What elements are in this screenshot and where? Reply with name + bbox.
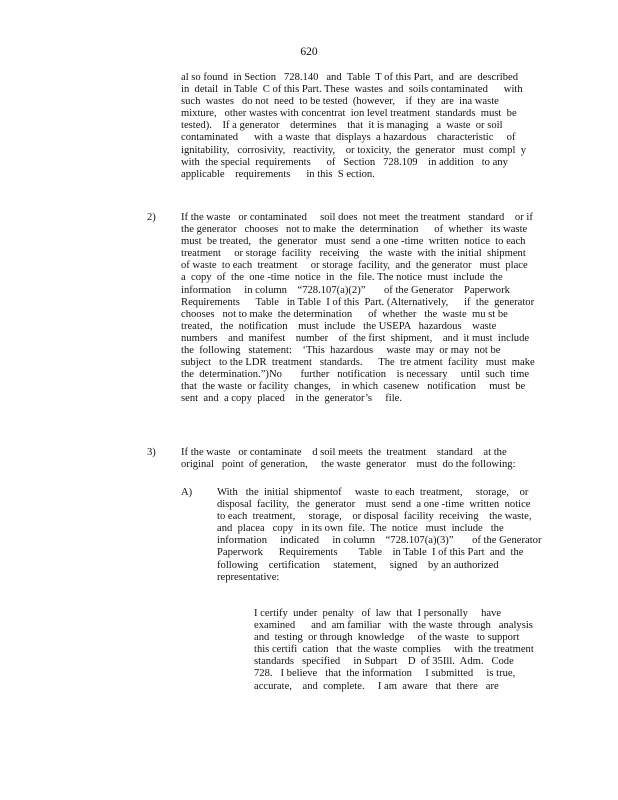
text-line: information in column “728.107(a)(2)” of the Generator Paperwork: [181, 284, 510, 296]
text-line: tested). If a generator determines that it is managing a waste or soil: [181, 120, 503, 132]
text-line: treated, the notification must include the USEPA hazardous waste: [181, 320, 497, 332]
text-line: 728. I believe that the information I submitted is true,: [254, 668, 516, 680]
text-line: and testing or through knowledge of the waste to support: [254, 632, 520, 644]
text-line: the following statement: ‘This hazardous waste may or may not be: [181, 345, 501, 357]
certification-quote: [254, 608, 534, 693]
text-line: If the waste or contaminated soil does not meet the treatment standard or if: [181, 212, 533, 223]
text-line: the determination.”)No further notification is necessary until such time: [181, 369, 530, 381]
text-line: If the waste or contaminate d soil meets the treatment standard at the: [181, 447, 507, 458]
text-line: of waste to each treatment or storage facility, and the generator must place: [181, 260, 528, 272]
text-line: contaminated with a waste that displays a hazardous characteristic of: [181, 132, 516, 144]
text-line: numbers and manifest number of the first shipment, and it must include: [181, 332, 530, 344]
text-line: Requirements Table in Table I of this Part. (Alternatively, if the generator: [181, 296, 535, 308]
text-line: With the initial shipmentof waste to each treatment, storage, or: [217, 487, 529, 498]
text-line: Paperwork Requirements Table in Table I of this Part and the: [217, 547, 524, 559]
text-line: treatment or storage facility receiving the waste with the initial shipment: [181, 248, 526, 260]
text-line: and placea copy in its own file. The notice must include the: [217, 523, 504, 535]
item-3-marker: 3): [147, 447, 156, 458]
text-line: information indicated in column “728.107(a)(3)” of the Generator: [217, 535, 542, 547]
text-line: mixture, other wastes with concentrat ion level treatment standards must be: [181, 108, 517, 120]
text-line: al so found in Section 728.140 and Table T of this Part, and are described: [181, 72, 519, 83]
text-line: that the waste or facility changes, in which casenew notification must be: [181, 381, 526, 393]
text-line: with the special requirements of Section 728.109 in addition to any: [181, 156, 508, 168]
text-line: such wastes do not need to be tested (however, if they are ina waste: [181, 96, 499, 108]
text-line: a copy of the one -time notice in the file. The notice must include the: [181, 272, 503, 284]
text-line: representative:: [217, 571, 280, 583]
text-line: must be treated, the generator must send a one -time written notice to each: [181, 236, 526, 248]
text-line: I certify under penalty of law that I personally have: [254, 608, 502, 619]
item-2-marker: 2): [147, 212, 156, 223]
text-line: disposal facility, the generator must send a one -time written notice: [217, 499, 531, 511]
text-line: ignitability, corrosivity, reactivity, or toxicity, the generator must compl y: [181, 144, 527, 156]
text-line: original point of generation, the waste generator must do the following:: [181, 459, 516, 471]
item-a-paragraph: [217, 487, 541, 584]
text-line: this certifi cation that the waste complies with the treatment: [254, 644, 534, 656]
page-number: 620: [300, 46, 318, 58]
text-line: accurate, and complete. I am aware that there are: [254, 680, 499, 692]
text-line: applicable requirements in this S ection.: [181, 168, 375, 180]
text-line: following certification statement, signed by an authorized: [217, 559, 499, 571]
text-line: examined and am familiar with the waste through analysis: [254, 620, 533, 632]
item-3-paragraph: [181, 447, 516, 471]
text-line: the generator chooses not to make the determination of whether its waste: [181, 224, 528, 236]
text-line: in detail in Table C of this Part. These wastes and soils contaminated with: [181, 84, 523, 96]
text-line: standards specified in Subpart D of 35Ill. Adm. Code: [254, 656, 514, 668]
intro-paragraph: [181, 72, 526, 181]
text-line: sent and a copy placed in the generator’s file.: [181, 393, 403, 405]
text-line: chooses not to make the determination of whether the waste mu st be: [181, 308, 508, 320]
item-2-paragraph: [181, 212, 535, 406]
item-a-marker: A): [181, 487, 193, 498]
text-line: to each treatment, storage, or disposal facility receiving the waste,: [217, 511, 532, 523]
text-line: subject to the LDR treatment standards. The tre atment facility must make: [181, 357, 535, 369]
